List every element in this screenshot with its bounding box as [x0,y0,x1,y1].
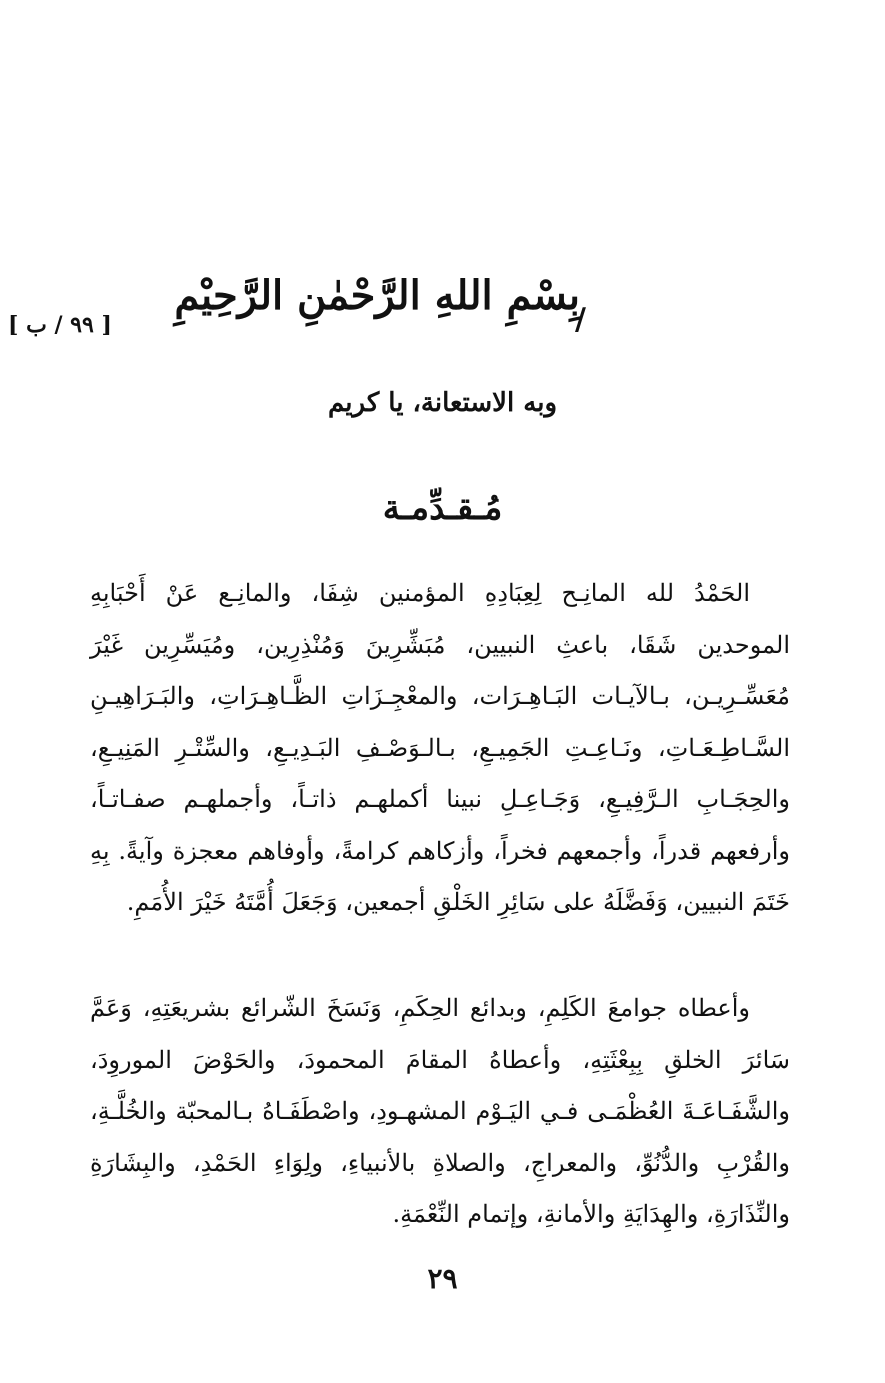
basmala-calligraphy: بِسْمِ اللهِ الرَّحْمٰنِ الرَّحِيْمِ [174,272,580,319]
paragraph-1 [90,568,790,929]
basmala-slash: / [575,302,586,337]
folio-marker: [ ٩٩ / ب ] [8,312,112,338]
paragraph-2 [90,983,790,1241]
paragraph-text: الحَمْدُ لله المانِـح لِعِبَادِهِ المؤمنين شِفَا، والمانِـع عَنْ أَحْبَابِهِ الموحدين شَقَا، باعثِ النبيين، مُبَشِّرِينَ وَمُنْذِرِين، ومُيَسِّرِين غَيْرَ مُعَسِّـرِيـن، بـالآيـات البَـاهِـرَات، والمعْجِـزَاتِ الظَّـاهِـرَاتِ، والبَـرَاهِيـنِ السَّـاطِـعَـاتِ، ونَـاعِـتِ الجَمِيـعِ، بـالـوَصْـفِ البَـدِيـعِ، والسِّتْـرِ المَنِيـعِ، والحِجَـابِ الـرَّفِيـعِ، وَجَـاعِـلِ نبينا أكملهـم ذاتـاً، وأجملهـم صفـاتـاً، وأرفعهم قدراً، وأجمعهم فخراً، وأزكاهم كرامةً، وأوفاهم معجزة وآيةً. بِهِ خَتَمَ النبيين، وَفَضَّلَهُ على سَائِرِ الخَلْقِ أجمعين، وَجَعَلَ أُمَّتَهُ خَيْرَ الأُمَمِ. [90,579,790,916]
paragraph-text: وأعطاه جوامعَ الكَلِمِ، وبدائع الحِكَمِ، وَنَسَخَ الشّرائع بشريعَتِهِ، وَعَمَّ سَائرَ الخلقِ بِبِعْثَتِهِ، وأعطاهُ المقامَ المحمودَ، والحَوْضَ الموروِدَ، والشَّفَـاعَـةَ العُظْمَـى فـي اليَـوْم المشهـودِ، واصْطَفَـاهُ بـالمحبّة والخُلَّـةِ، والقُرْبِ والدُّنُوِّ، والمعراجِ، والصلاةِ بالأنبياءِ، ولِوَاءِ الحَمْدِ، والبِشَارَةِ والنِّذَارَةِ، والهِدَايَةِ والأمانةِ، وإتمام النِّعْمَةِ. [90,994,790,1228]
page-number: ٢٩ [427,1262,458,1295]
section-title: مُـقـدِّمـة [382,488,503,528]
invocation-line: وبه الاستعانة، يا كريم [327,388,558,418]
